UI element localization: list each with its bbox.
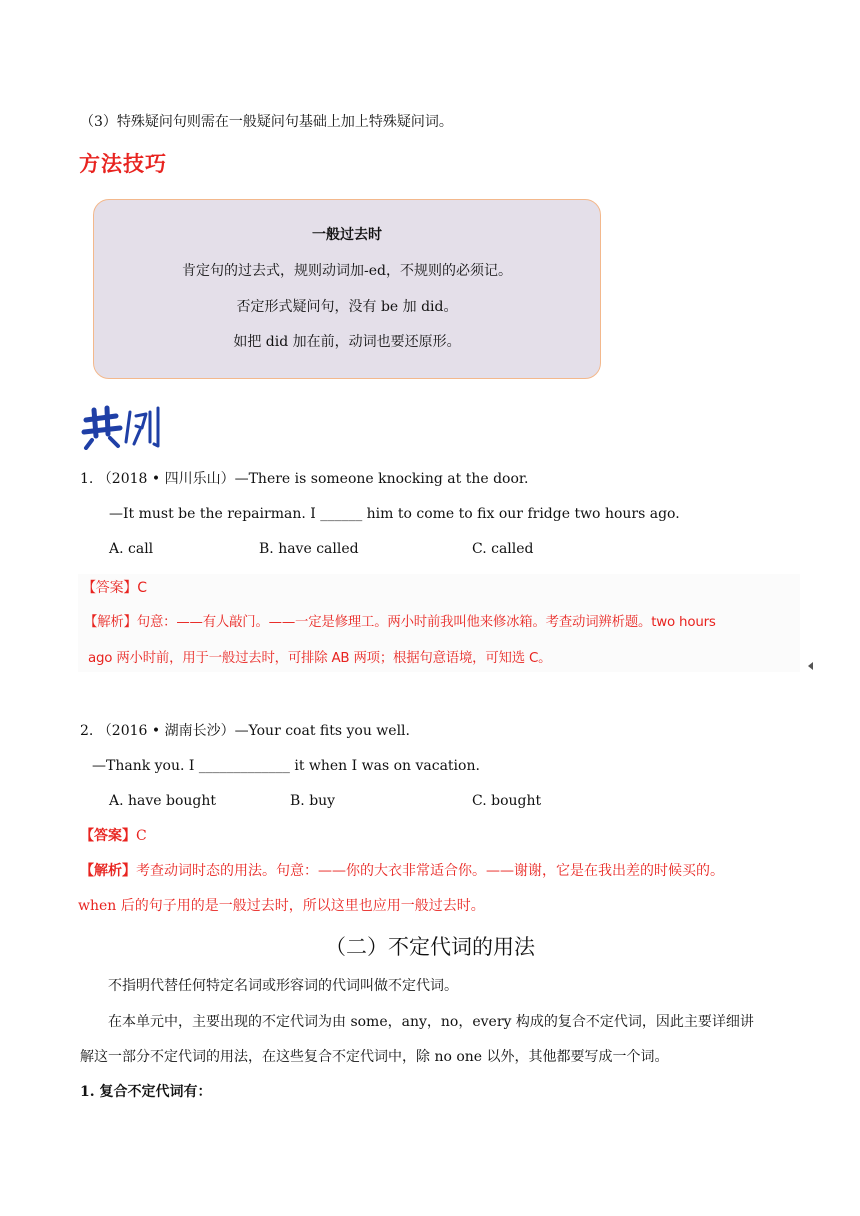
q2-analysis-line2: when 后的句子用的是一般过去时，所以这里也应用一般过去时。 (78, 898, 485, 914)
q1-option-c: C. called (472, 541, 534, 557)
q2-answer (80, 826, 147, 846)
rule-box (93, 199, 601, 379)
q1-analysis-line1: 【解析】句意：——有人敲门。——一定是修理工。两小时前我叫他来修冰箱。考查动词辨析题。two hours (84, 615, 716, 630)
q2-analysis-line1 (80, 861, 724, 881)
example-logo-icon (80, 402, 164, 450)
q2-answer-label: 【答案】 (80, 828, 136, 844)
q2-analysis-text: 考查动词时态的用法。句意：——你的大衣非常适合你。——谢谢，它是在我出差的时候买的。 (136, 863, 724, 879)
method-heading: 方法技巧 (79, 152, 167, 176)
point-1-heading: 1. 复合不定代词有： (80, 1084, 212, 1100)
q2-answer-value: C (136, 828, 147, 844)
paragraph-2-line2: 解这一部分不定代词的用法，在这些复合不定代词中，除 no one 以外，其他都要写成一个词。 (80, 1049, 669, 1065)
rule-box-line1: 肯定句的过去式，规则动词加-ed，不规则的必须记。 (182, 263, 512, 279)
q1-option-a: A. call (109, 541, 154, 557)
q2-option-a: A. have bought (109, 793, 217, 809)
q2-option-c: C. bought (472, 793, 542, 809)
q2-analysis-label: 【解析】 (80, 863, 136, 879)
rule-box-line3: 如把 did 加在前，动词也要还原形。 (233, 334, 461, 350)
q1-option-b: B. have called (259, 541, 359, 557)
q2-option-b: B. buy (290, 793, 336, 809)
section-title: （二）不定代词的用法 (325, 935, 535, 959)
q1-stem: 1. （2018 • 四川乐山）—There is someone knocking at the door. (80, 471, 529, 487)
q2-stem2: —Thank you. I _____________ it when I was on vacation. (92, 758, 480, 774)
q1-answer: 【答案】C (82, 580, 147, 596)
intro-line: （3）特殊疑问句则需在一般疑问句基础上加上特殊疑问词。 (80, 114, 453, 130)
q1-analysis-line2: ago 两小时前，用于一般过去时，可排除 AB 两项；根据句意语境，可知选 C。 (88, 651, 552, 666)
q2-stem: 2. （2016 • 湖南长沙）—Your coat fits you well. (80, 723, 410, 739)
paragraph-1: 不指明代替任何特定名词或形容词的代词叫做不定代词。 (108, 978, 458, 994)
q1-stem2: —It must be the repairman. I ______ him to come to fix our fridge two hours ago. (109, 506, 680, 522)
paragraph-2-line1: 在本单元中，主要出现的不定代词为由 some，any，no，every 构成的复合不定代词，因此主要详细讲 (108, 1014, 754, 1030)
rule-box-title: 一般过去时 (312, 227, 382, 243)
caret-left-icon (808, 662, 814, 670)
rule-box-line2: 否定形式疑问句，没有 be 加 did。 (236, 299, 458, 315)
